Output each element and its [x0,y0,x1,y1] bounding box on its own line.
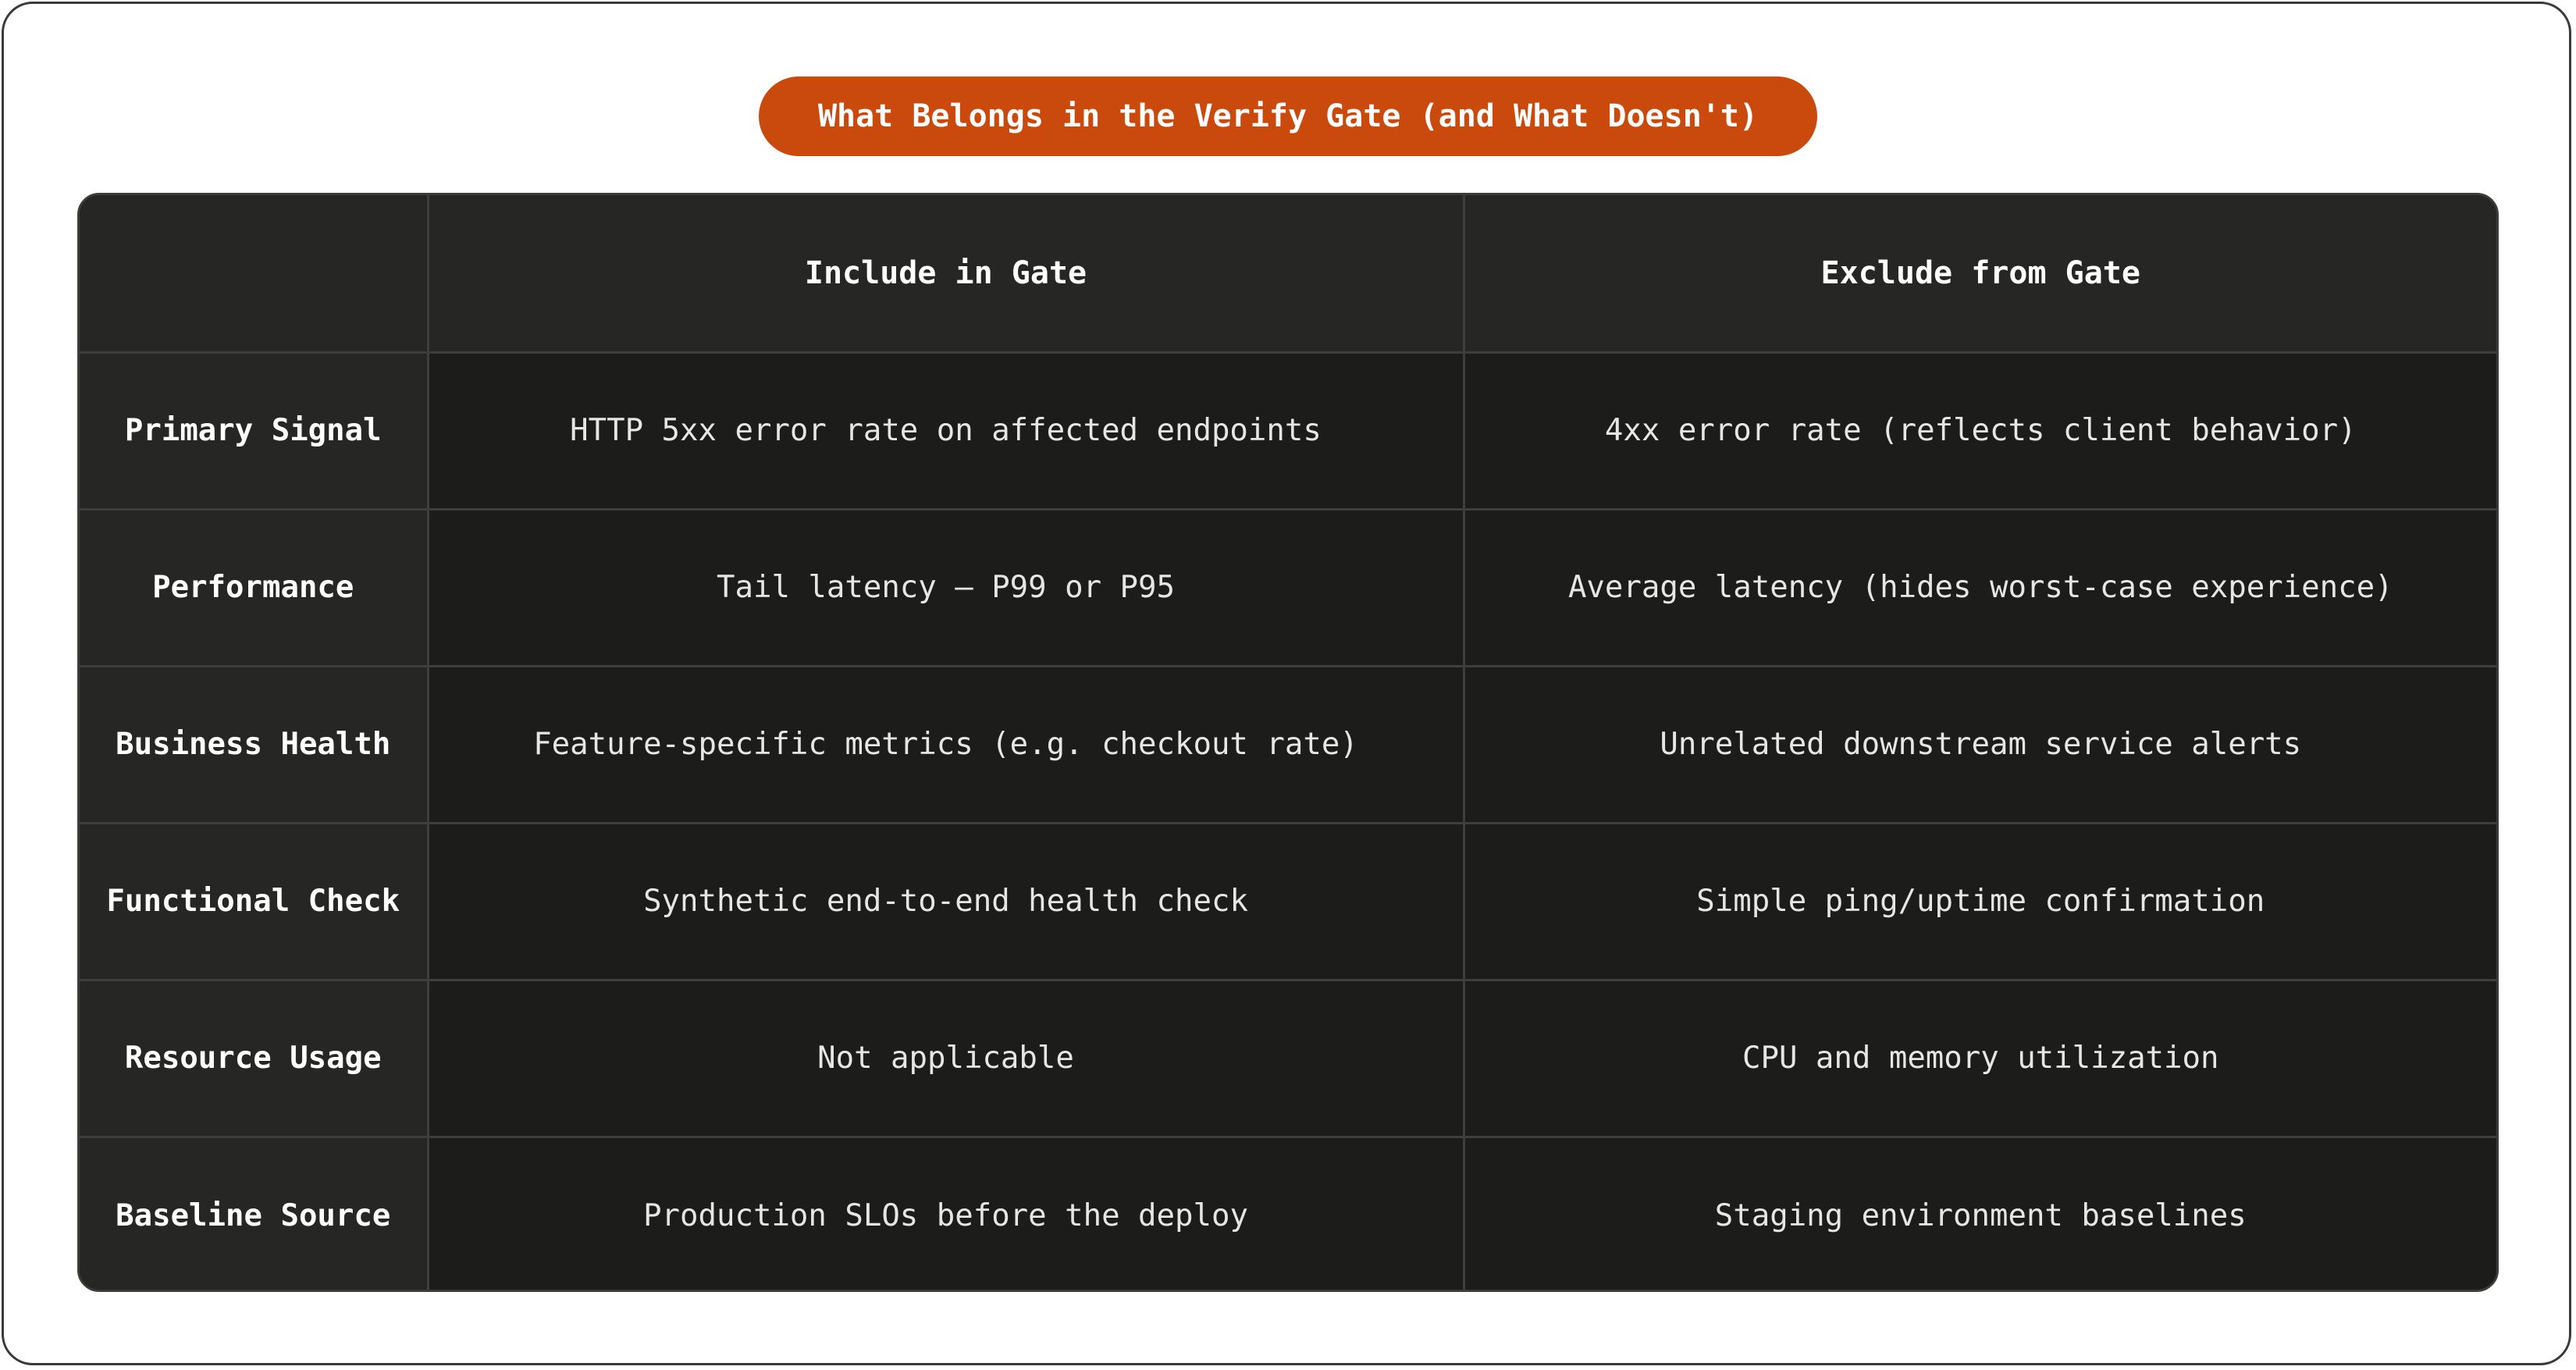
row-label-baseline-source: Baseline Source [80,1137,428,1292]
table-row [80,666,2496,823]
exclude-cell: Average latency (hides worst-case experience) [1464,509,2496,666]
row-label-performance: Performance [80,509,428,666]
include-cell: Not applicable [428,980,1464,1137]
table-row [80,509,2496,666]
include-cell: HTTP 5xx error rate on affected endpoints [428,352,1464,509]
exclude-cell: CPU and memory utilization [1464,980,2496,1137]
table-row [80,352,2496,509]
table-row [80,1137,2496,1292]
header-include: Include in Gate [428,195,1464,352]
header-corner [80,195,428,352]
include-cell: Tail latency — P99 or P95 [428,509,1464,666]
table-row [80,823,2496,980]
row-label-business-health: Business Health [80,666,428,823]
include-cell: Production SLOs before the deploy [428,1137,1464,1292]
include-cell: Feature-specific metrics (e.g. checkout rate) [428,666,1464,823]
row-label-primary-signal: Primary Signal [80,352,428,509]
page-title: What Belongs in the Verify Gate (and What Doesn't) [759,77,1817,156]
exclude-cell: Simple ping/uptime confirmation [1464,823,2496,980]
verify-gate-table [80,195,2496,1292]
exclude-cell: Unrelated downstream service alerts [1464,666,2496,823]
row-label-functional-check: Functional Check [80,823,428,980]
include-cell: Synthetic end-to-end health check [428,823,1464,980]
table-header-row [80,195,2496,352]
table-row [80,980,2496,1137]
exclude-cell: Staging environment baselines [1464,1137,2496,1292]
exclude-cell: 4xx error rate (reflects client behavior) [1464,352,2496,509]
header-exclude: Exclude from Gate [1464,195,2496,352]
row-label-resource-usage: Resource Usage [80,980,428,1137]
comparison-table [77,193,2499,1292]
